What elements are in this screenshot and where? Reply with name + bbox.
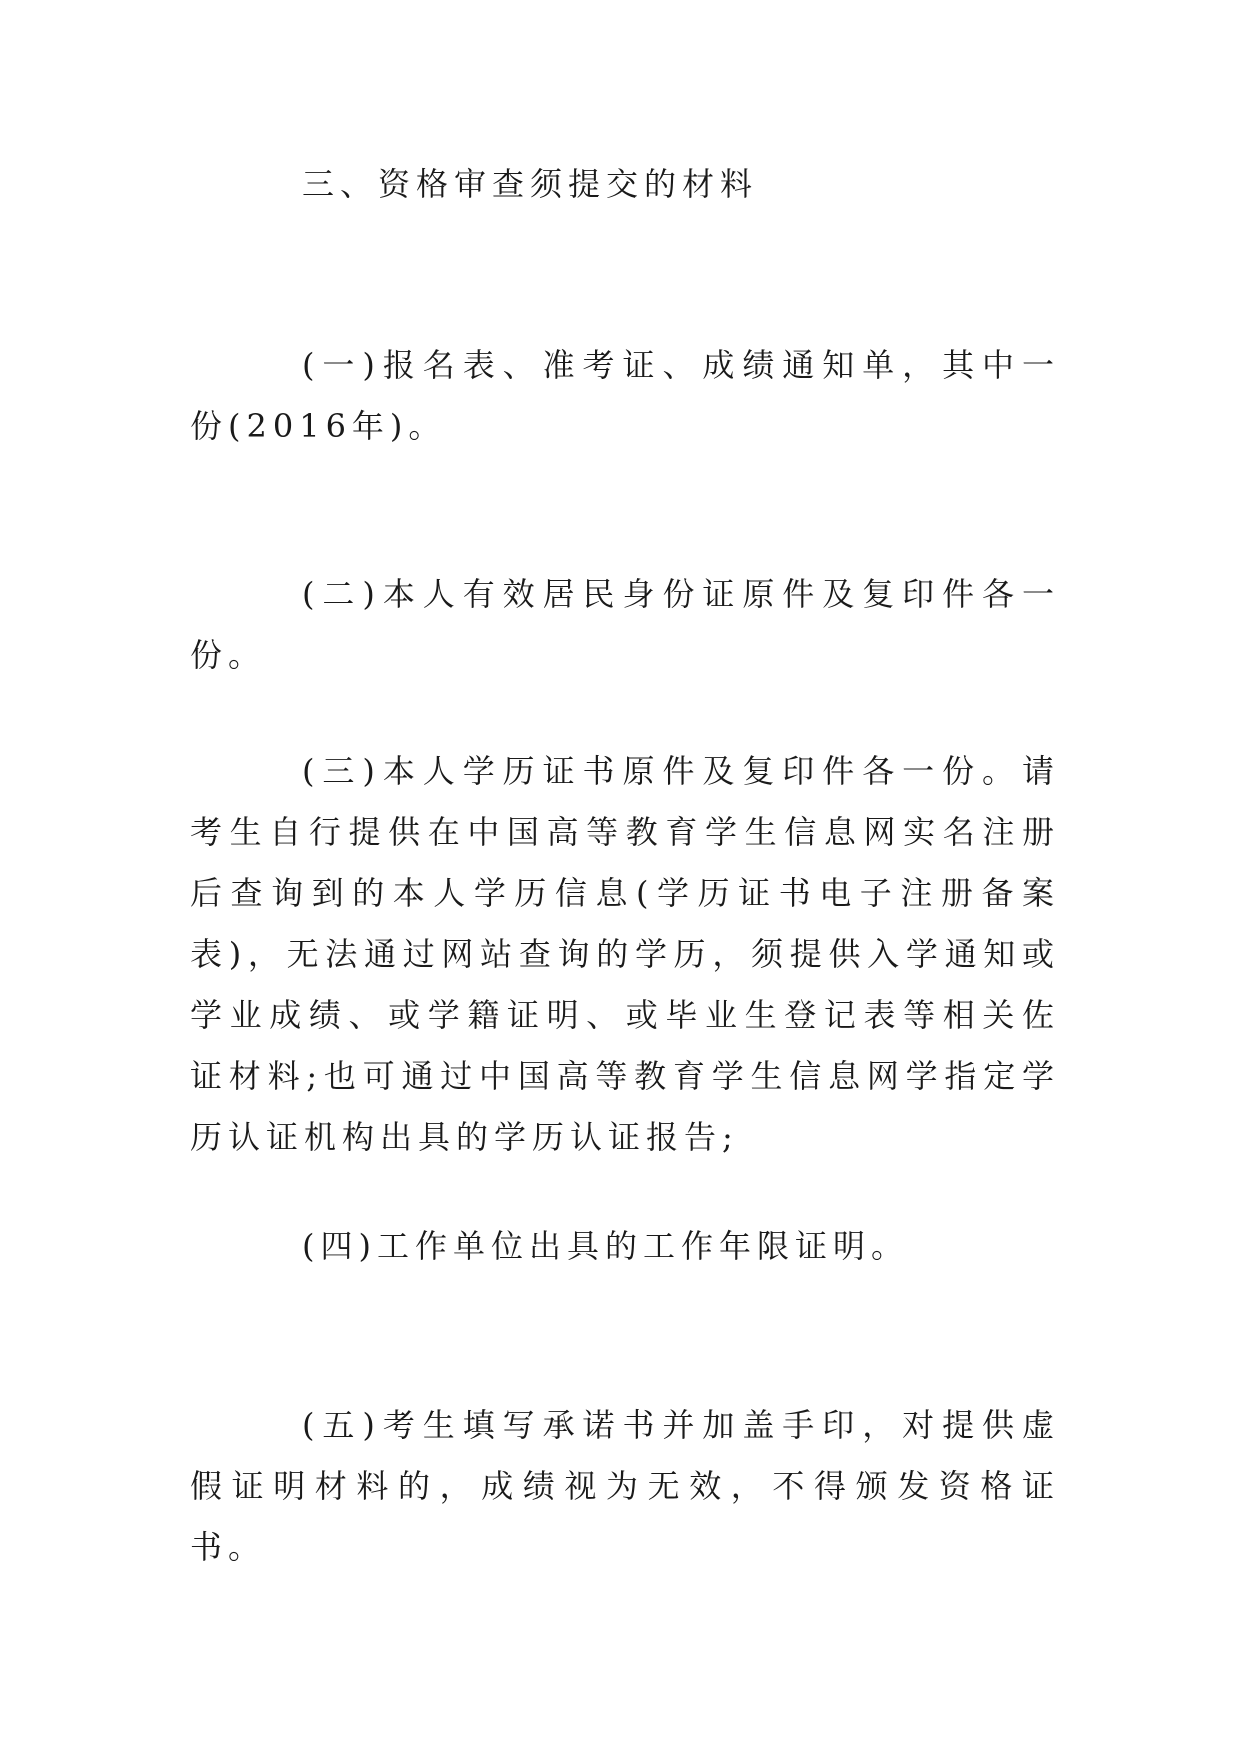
paragraph-item-5: (五)考生填写承诺书并加盖手印，对提供虚假证明材料的，成绩视为无效，不得颁发资格证书。 [190, 1406, 1060, 1566]
paragraph-item-3: (三)本人学历证书原件及复印件各一份。请考生自行提供在中国高等教育学生信息网实名注册后查询到的本人学历信息(学历证书电子注册备案表)，无法通过网站查询的学历，须提供入学通知或学业成绩、或学籍证明、或毕业生登记表等相关佐证材料;也可通过中国高等教育学生信息网学指定学历认证机构出具的学历认证报告; [190, 752, 1060, 1156]
paragraph-item-2: (二)本人有效居民身份证原件及复印件各一份。 [190, 575, 1060, 674]
section-heading: 三、资格审查须提交的材料 [302, 165, 759, 203]
paragraph-item-1: (一)报名表、准考证、成绩通知单，其中一份(2016年)。 [190, 346, 1060, 445]
paragraph-item-4: (四)工作单位出具的工作年限证明。 [302, 1227, 909, 1265]
